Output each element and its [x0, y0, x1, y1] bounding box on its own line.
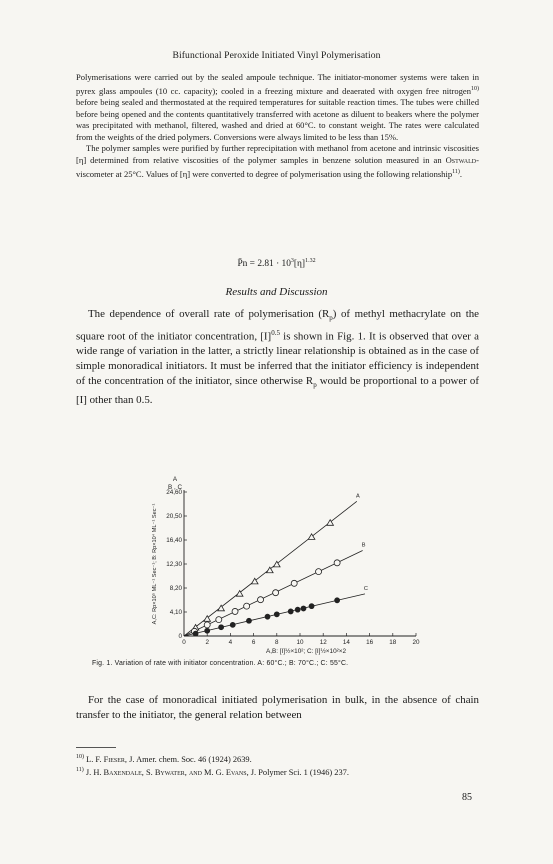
marker-b — [232, 608, 238, 614]
y-tick-label: 12,30 — [166, 561, 182, 569]
methods-paragraph-1: Polymerisations were carried out by the sealed ampoule technique. The initiator-monomer systems were taken in pyrex glass ampoules (10 cc. capacity); cooled in a freezing mixture and deaerated with oxygen free nitrogen$^{10)}$ before being sealed and thermostated at the required temperatures for suitable reaction times. The tubes were chilled before being opened and the contents quantitatively transferred with acetone as diluent to beakers where the polymer was precipitated with methanol, filtered, washed and dried at 60°C. to constant weight. The rates were calculated from the weights of the dried polymers. Conversions were always limited to be less than 15%. — [76, 72, 479, 142]
marker-b — [291, 580, 297, 586]
chart-ticks — [166, 489, 420, 646]
x-tick-label: 8 — [275, 639, 279, 646]
marker-c — [309, 604, 314, 609]
footnote-rule — [76, 747, 116, 748]
figure-caption: Fig. 1. Variation of rate with initiator concentration. A: 60°C.; B: 70°C.; C: 55°C. — [92, 660, 349, 667]
top-label-a: A — [172, 476, 178, 483]
running-head: Bifunctional Peroxide Initiated Vinyl Polymerisation — [172, 50, 381, 61]
x-tick-label: 18 — [389, 639, 397, 646]
top-label-bc: B , C — [168, 484, 182, 491]
marker-a — [218, 605, 225, 611]
x-tick-label: 6 — [251, 639, 256, 646]
results-paragraph: The dependence of overall rate of polymerisation $(R_p)$ of methyl methacrylate on the square root of the initiator concentration, $[I]^{0.5}$ is shown in Fig. 1. It is observed that over a wide range of variation in the latter, a strictly linear relationship is obtained as in the case of simple monoradical initiators. It must be inferred that the initiator efficiency is independent of the concentration of the initiator, since otherwise $R_p$ would be proportional to a power of [I] other than 0.5. — [76, 308, 479, 406]
footnote-10: $^{10)}$ L. F. Fieser, J. Amer. chem. Soc. 46 (1924) 2639. — [76, 754, 252, 764]
closing-paragraph: For the case of monoradical initiated polymerisation in bulk, in the absence of chain transfer to the initiator, the general relation between — [76, 694, 479, 721]
marker-c — [335, 598, 340, 603]
marker-c — [230, 622, 235, 627]
closing-text — [76, 693, 479, 723]
section-title: Results and Discussion — [225, 286, 328, 298]
marker-c — [288, 609, 293, 614]
marker-b — [334, 560, 340, 566]
y-tick-label: 20,50 — [166, 513, 182, 521]
page-number: 85 — [462, 792, 472, 803]
y-tick-label: 24,60 — [166, 489, 182, 497]
series-label-a: A — [355, 493, 360, 500]
series-label-b: B — [361, 542, 366, 549]
y-tick-label: 4,10 — [169, 609, 182, 617]
marker-c — [219, 625, 224, 630]
marker-b — [258, 597, 264, 603]
series-label-c: C — [363, 585, 368, 592]
marker-c — [295, 607, 300, 612]
marker-b — [244, 603, 250, 609]
marker-c — [193, 631, 198, 636]
x-axis-label: A,B: [I]½×10²; C: [I]½×10²×2 — [265, 648, 347, 655]
figure-1-chart — [148, 470, 448, 655]
x-tick-label: 10 — [296, 639, 304, 646]
footnote-11: $^{11)}$ J. H. Baxendale, S. Bywater, and M. G. Evans, J. Polymer Sci. 1 (1946) 237. — [76, 767, 349, 777]
chart-axes — [184, 490, 416, 636]
y-tick-label: 16,40 — [166, 537, 182, 545]
marker-b — [204, 622, 210, 628]
x-tick-label: 4 — [228, 639, 233, 646]
results-text — [76, 307, 479, 408]
y-tick-label: 8,20 — [169, 585, 182, 593]
methods-text — [76, 72, 479, 180]
footnotes — [76, 752, 479, 778]
x-tick-label: 12 — [319, 639, 327, 646]
y-axis-label: A,C: Rp×10⁵ ML⁻¹ Sec⁻¹; B: Rp×10⁴ ML⁻¹ Sec⁻¹ — [152, 503, 158, 625]
dp-formula: P̄n = $2.81 \cdot 10^3[\eta]^{1.32}$ — [237, 258, 316, 270]
marker-c — [265, 614, 270, 619]
chart-markers — [191, 520, 340, 637]
x-tick-label: 0 — [182, 639, 186, 646]
marker-b — [216, 617, 222, 623]
x-tick-label: 14 — [342, 639, 350, 646]
methods-paragraph-2: The polymer samples were purified by further reprecipitation with methanol from acetone and intrinsic viscosities [η] determined from relative viscosities of the polymer samples in benzene solution measured in an Ostwald-viscometer at 25°C. Values of [η] were converted to degree of polymerisation using the following relationship$^{11)}$. — [76, 143, 479, 179]
marker-a — [267, 567, 274, 573]
marker-b — [273, 590, 279, 596]
x-tick-label: 20 — [412, 639, 420, 646]
x-tick-label: 2 — [205, 639, 209, 646]
marker-c — [301, 606, 306, 611]
y-tick-label: 0 — [178, 633, 182, 641]
marker-c — [274, 612, 279, 617]
marker-c — [205, 628, 210, 633]
marker-b — [316, 569, 322, 575]
marker-a — [236, 591, 243, 597]
marker-c — [246, 618, 251, 623]
x-tick-label: 16 — [366, 639, 374, 646]
